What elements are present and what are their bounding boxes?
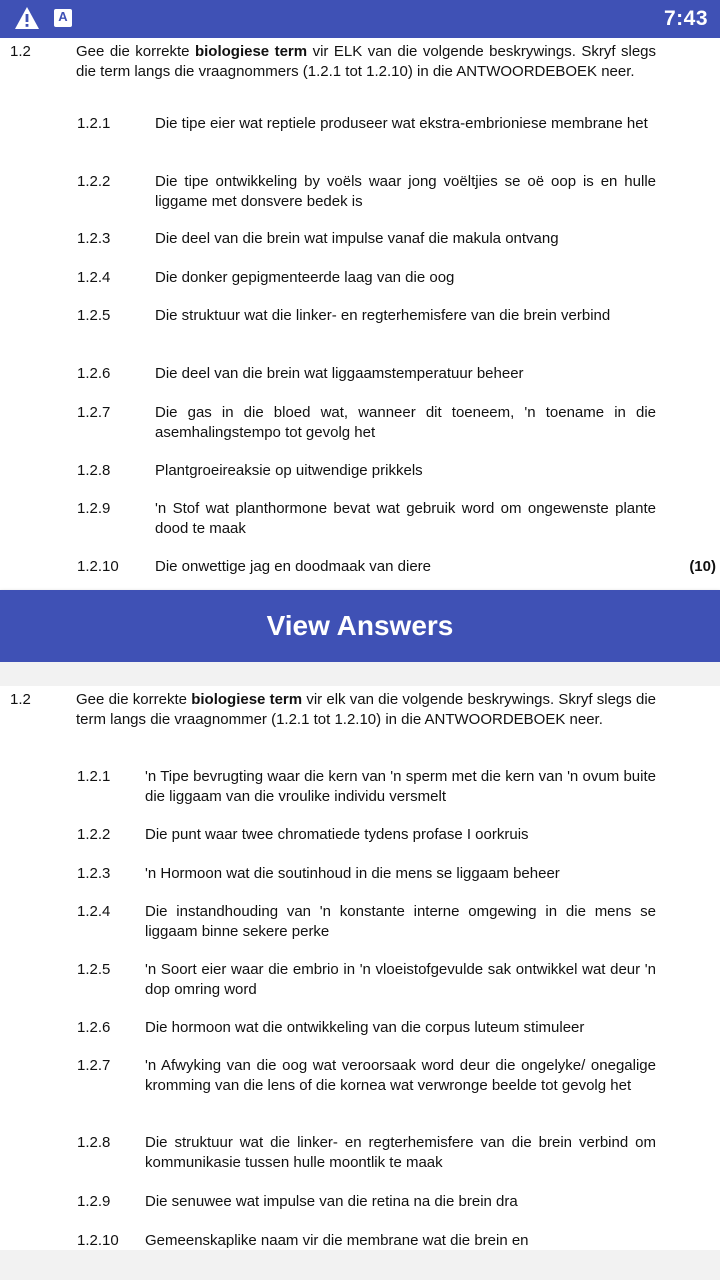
item-number: 1.2.2 bbox=[77, 173, 111, 190]
item-number: 1.2.2 bbox=[77, 826, 111, 843]
item-number: 1.2.6 bbox=[77, 1019, 111, 1036]
item-text: Die struktuur wat die linker- en regterhemisfere van die brein verbind bbox=[155, 307, 611, 324]
item-text: 'n Hormoon wat die soutinhoud in die mens se liggaam beheer bbox=[145, 865, 560, 882]
item-number: 1.2.7 bbox=[77, 1057, 111, 1074]
item-text: 'n Tipe bevrugting waar die kern van 'n sperm met die kern van 'n ovum buite die liggaam van die vroulike individu versmelt bbox=[145, 768, 656, 805]
clock: 7:43 bbox=[663, 7, 708, 30]
item-text: 'n Stof wat planthormone bevat wat gebruik word om ongewenste plante dood te maak bbox=[155, 500, 656, 537]
item-number: 1.2.1 bbox=[77, 115, 111, 132]
item-number: 1.2.6 bbox=[77, 365, 111, 382]
question-intro: Gee die korrekte biologiese term vir ELK van die volgende beskrywings. Skryf slegs die term langs die vraagnommers (1.2.1 tot 1.2.10) in die ANTWOORDEBOEK neer. bbox=[76, 43, 656, 80]
item-text: Die tipe ontwikkeling by voëls waar jong voëltjies se oë oop is en hulle liggame met donsvere bedek is bbox=[155, 173, 656, 210]
item-text: Die gas in die bloed wat, wanneer dit toeneem, 'n toename in die asemhalingstempo tot gevolg het bbox=[155, 404, 656, 441]
item-text: Plantgroeireaksie op uitwendige prikkels bbox=[155, 462, 423, 479]
item-number: 1.2.9 bbox=[77, 1193, 111, 1210]
item-text: Die senuwee wat impulse van die retina na die brein dra bbox=[145, 1193, 518, 1210]
item-text: Die struktuur wat die linker- en regterhemisfere van die brein verbind om kommunikasie tussen hulle moontlik te maak bbox=[145, 1134, 656, 1171]
warning-icon bbox=[14, 6, 40, 30]
view-answers-button[interactable]: View Answers bbox=[0, 590, 720, 662]
item-number: 1.2.5 bbox=[77, 961, 111, 978]
item-number: 1.2.8 bbox=[77, 462, 111, 479]
status-bar bbox=[0, 0, 720, 38]
item-number: 1.2.4 bbox=[77, 903, 111, 920]
item-number: 1.2.3 bbox=[77, 230, 111, 247]
item-number: 1.2.7 bbox=[77, 404, 111, 421]
question-intro: Gee die korrekte biologiese term vir elk van die volgende beskrywings. Skryf slegs die term langs die vraagnommer (1.2.1 tot 1.2.10) in die ANTWOORDEBOEK neer. bbox=[76, 691, 657, 728]
item-text: Die deel van die brein wat liggaamstemperatuur beheer bbox=[155, 365, 524, 382]
item-text: Gemeenskaplike naam vir die membrane wat die brein en bbox=[145, 1232, 529, 1249]
item-number: 1.2.1 bbox=[77, 768, 111, 785]
marks-total: (10) bbox=[689, 558, 716, 575]
item-text: Die tipe eier wat reptiele produseer wat ekstra-embrioniese membrane het bbox=[155, 115, 648, 132]
item-text: Die deel van die brein wat impulse vanaf die makula ontvang bbox=[155, 230, 559, 247]
question-number: 1.2 bbox=[10, 43, 31, 60]
item-number: 1.2.10 bbox=[77, 558, 119, 575]
item-number: 1.2.3 bbox=[77, 865, 111, 882]
item-text: Die donker gepigmenteerde laag van die oog bbox=[155, 269, 455, 286]
item-text: Die onwettige jag en doodmaak van diere bbox=[155, 558, 432, 575]
divider bbox=[0, 662, 720, 686]
app-notification-icon: A bbox=[54, 9, 72, 27]
item-text: Die punt waar twee chromatiede tydens profase I oorkruis bbox=[145, 826, 529, 843]
item-text: Die instandhouding van 'n konstante interne omgewing in die mens se liggaam binne sekere perke bbox=[145, 903, 656, 940]
question-document bbox=[0, 38, 720, 590]
item-number: 1.2.4 bbox=[77, 269, 111, 286]
answers-document bbox=[0, 686, 720, 1250]
item-number: 1.2.8 bbox=[77, 1134, 111, 1151]
item-number: 1.2.5 bbox=[77, 307, 111, 324]
question-number: 1.2 bbox=[10, 691, 31, 708]
item-text: 'n Afwyking van die oog wat veroorsaak word deur die ongelyke/ onegalige kromming van die lens of die kornea wat verwronge beelde tot gevolg het bbox=[145, 1057, 656, 1094]
item-text: 'n Soort eier waar die embrio in 'n vloeistofgevulde sak ontwikkel wat deur 'n dop omring word bbox=[145, 961, 656, 998]
item-number: 1.2.10 bbox=[77, 1232, 119, 1249]
item-text: Die hormoon wat die ontwikkeling van die corpus luteum stimuleer bbox=[145, 1019, 585, 1036]
item-number: 1.2.9 bbox=[77, 500, 111, 517]
